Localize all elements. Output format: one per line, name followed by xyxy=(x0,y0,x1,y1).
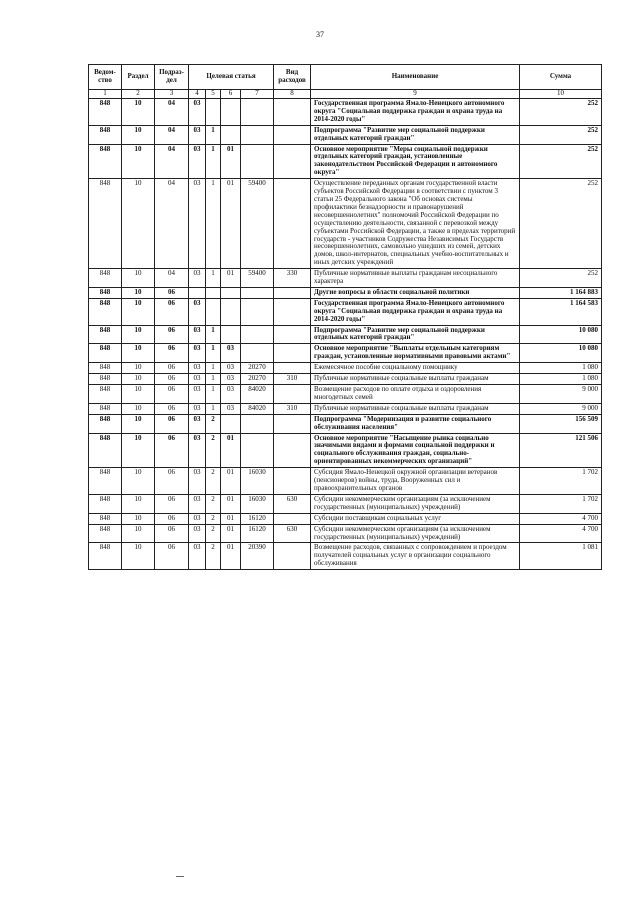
header-vedomstvo: Ведом-ство xyxy=(89,65,122,90)
podrazdel-cell: 06 xyxy=(155,325,189,344)
activity-code-cell: 03 xyxy=(221,385,241,404)
podrazdel-cell: 04 xyxy=(155,144,189,179)
subprogram-code-cell: 1 xyxy=(206,125,221,144)
podrazdel-cell: 04 xyxy=(155,269,189,288)
sum-cell: 1 702 xyxy=(520,468,602,495)
sum-cell: 1 080 xyxy=(520,374,602,385)
sum-cell: 4 700 xyxy=(520,513,602,524)
podrazdel-cell: 06 xyxy=(155,344,189,363)
direction-code-cell: 59400 xyxy=(241,179,274,269)
activity-code-cell xyxy=(221,99,241,126)
expense-type-cell xyxy=(274,287,311,298)
razdel-cell: 10 xyxy=(122,385,155,404)
name-cell: Другие вопросы в области социальной политики xyxy=(311,287,520,298)
vedomstvo-cell: 848 xyxy=(89,513,122,524)
budget-table xyxy=(88,64,602,570)
podrazdel-cell: 06 xyxy=(155,363,189,374)
razdel-cell: 10 xyxy=(122,298,155,325)
table-body xyxy=(89,99,602,570)
name-cell: Основное мероприятие "Меры социальной поддержки отдельных категорий граждан, установленные законодательством Российской Федерации и автономного округа" xyxy=(311,144,520,179)
direction-code-cell: 16120 xyxy=(241,513,274,524)
sum-cell: 252 xyxy=(520,125,602,144)
name-cell: Подпрограмма "Развитие мер социальной поддержки отдельных категорий граждан" xyxy=(311,125,520,144)
sum-cell: 1 080 xyxy=(520,363,602,374)
direction-code-cell xyxy=(241,99,274,126)
column-number: 3 xyxy=(155,90,189,99)
activity-code-cell: 01 xyxy=(221,269,241,288)
razdel-cell: 10 xyxy=(122,99,155,126)
program-code-cell: 03 xyxy=(189,269,206,288)
column-number: 9 xyxy=(311,90,520,99)
table-row xyxy=(89,99,602,126)
direction-code-cell: 16030 xyxy=(241,494,274,513)
name-cell: Субсидии поставщикам социальных услуг xyxy=(311,513,520,524)
program-code-cell: 03 xyxy=(189,403,206,414)
expense-type-cell xyxy=(274,414,311,433)
direction-code-cell xyxy=(241,144,274,179)
vedomstvo-cell: 848 xyxy=(89,363,122,374)
podrazdel-cell: 06 xyxy=(155,414,189,433)
table-row xyxy=(89,543,602,570)
program-code-cell xyxy=(189,287,206,298)
footer-mark xyxy=(176,876,184,877)
column-number: 1 xyxy=(89,90,122,99)
sum-cell: 1 702 xyxy=(520,494,602,513)
direction-code-cell: 16120 xyxy=(241,524,274,543)
activity-code-cell: 03 xyxy=(221,344,241,363)
direction-code-cell: 16030 xyxy=(241,468,274,495)
subprogram-code-cell xyxy=(206,287,221,298)
razdel-cell: 10 xyxy=(122,287,155,298)
table-row xyxy=(89,414,602,433)
subprogram-code-cell: 1 xyxy=(206,344,221,363)
subprogram-code-cell: 2 xyxy=(206,513,221,524)
podrazdel-cell: 06 xyxy=(155,524,189,543)
table-row xyxy=(89,494,602,513)
podrazdel-cell: 06 xyxy=(155,543,189,570)
table-row xyxy=(89,287,602,298)
table-row xyxy=(89,468,602,495)
podrazdel-cell: 06 xyxy=(155,513,189,524)
sum-cell: 9 000 xyxy=(520,403,602,414)
razdel-cell: 10 xyxy=(122,468,155,495)
table-row xyxy=(89,524,602,543)
subprogram-code-cell: 1 xyxy=(206,269,221,288)
vedomstvo-cell: 848 xyxy=(89,179,122,269)
activity-code-cell: 01 xyxy=(221,494,241,513)
subprogram-code-cell xyxy=(206,99,221,126)
activity-code-cell: 01 xyxy=(221,433,241,468)
program-code-cell: 03 xyxy=(189,99,206,126)
razdel-cell: 10 xyxy=(122,513,155,524)
activity-code-cell xyxy=(221,298,241,325)
sum-cell: 9 000 xyxy=(520,385,602,404)
razdel-cell: 10 xyxy=(122,144,155,179)
subprogram-code-cell xyxy=(206,298,221,325)
program-code-cell: 03 xyxy=(189,385,206,404)
expense-type-cell: 330 xyxy=(274,269,311,288)
name-cell: Государственная программа Ямало-Ненецкого автономного округа "Социальная поддержка граждан и охрана труда на 2014-2020 годы" xyxy=(311,298,520,325)
name-cell: Субсидии некоммерческим организациям (за исключением государственных (муниципальных) учреждений) xyxy=(311,524,520,543)
razdel-cell: 10 xyxy=(122,325,155,344)
subprogram-code-cell: 1 xyxy=(206,325,221,344)
table-row xyxy=(89,363,602,374)
table-row xyxy=(89,344,602,363)
column-number: 7 xyxy=(241,90,274,99)
vedomstvo-cell: 848 xyxy=(89,125,122,144)
razdel-cell: 10 xyxy=(122,363,155,374)
direction-code-cell: 84020 xyxy=(241,385,274,404)
table-row xyxy=(89,125,602,144)
program-code-cell: 03 xyxy=(189,179,206,269)
expense-type-cell xyxy=(274,99,311,126)
table-row xyxy=(89,144,602,179)
sum-cell: 121 506 xyxy=(520,433,602,468)
table-row xyxy=(89,513,602,524)
activity-code-cell: 03 xyxy=(221,374,241,385)
name-cell: Ежемесячное пособие социальному помощнику xyxy=(311,363,520,374)
expense-type-cell xyxy=(274,433,311,468)
program-code-cell: 03 xyxy=(189,298,206,325)
podrazdel-cell: 06 xyxy=(155,403,189,414)
column-number: 6 xyxy=(221,90,241,99)
subprogram-code-cell: 1 xyxy=(206,385,221,404)
sum-cell: 156 509 xyxy=(520,414,602,433)
header-name: Наименование xyxy=(311,65,520,90)
direction-code-cell xyxy=(241,325,274,344)
sum-cell: 252 xyxy=(520,269,602,288)
vedomstvo-cell: 848 xyxy=(89,99,122,126)
razdel-cell: 10 xyxy=(122,179,155,269)
vedomstvo-cell: 848 xyxy=(89,468,122,495)
razdel-cell: 10 xyxy=(122,524,155,543)
subprogram-code-cell: 2 xyxy=(206,433,221,468)
vedomstvo-cell: 848 xyxy=(89,433,122,468)
sum-cell: 252 xyxy=(520,179,602,269)
expense-type-cell: 310 xyxy=(274,403,311,414)
vedomstvo-cell: 848 xyxy=(89,524,122,543)
direction-code-cell xyxy=(241,287,274,298)
razdel-cell: 10 xyxy=(122,374,155,385)
activity-code-cell: 01 xyxy=(221,543,241,570)
name-cell: Государственная программа Ямало-Ненецкого автономного округа "Социальная поддержка граждан и охрана труда на 2014-2020 годы" xyxy=(311,99,520,126)
vedomstvo-cell: 848 xyxy=(89,543,122,570)
expense-type-cell: 310 xyxy=(274,374,311,385)
vedomstvo-cell: 848 xyxy=(89,403,122,414)
sum-cell: 252 xyxy=(520,99,602,126)
table-row xyxy=(89,269,602,288)
column-number: 10 xyxy=(520,90,602,99)
vedomstvo-cell: 848 xyxy=(89,344,122,363)
table-row xyxy=(89,325,602,344)
activity-code-cell: 01 xyxy=(221,179,241,269)
expense-type-cell xyxy=(274,144,311,179)
subprogram-code-cell: 1 xyxy=(206,363,221,374)
expense-type-cell xyxy=(274,363,311,374)
subprogram-code-cell: 2 xyxy=(206,543,221,570)
expense-type-cell xyxy=(274,385,311,404)
direction-code-cell: 20270 xyxy=(241,363,274,374)
subprogram-code-cell: 2 xyxy=(206,414,221,433)
activity-code-cell: 03 xyxy=(221,363,241,374)
program-code-cell: 03 xyxy=(189,325,206,344)
header-razdel: Раздел xyxy=(122,65,155,90)
name-cell: Публичные нормативные социальные выплаты гражданам xyxy=(311,374,520,385)
direction-code-cell xyxy=(241,125,274,144)
program-code-cell: 03 xyxy=(189,414,206,433)
header-target-article: Целевая статья xyxy=(189,65,274,90)
activity-code-cell: 01 xyxy=(221,513,241,524)
name-cell: Публичные нормативные социальные выплаты гражданам xyxy=(311,403,520,414)
sum-cell: 252 xyxy=(520,144,602,179)
activity-code-cell: 03 xyxy=(221,403,241,414)
page-number: 37 xyxy=(316,30,324,39)
expense-type-cell xyxy=(274,125,311,144)
name-cell: Подпрограмма "Модернизация и развитие социального обслуживания населения" xyxy=(311,414,520,433)
razdel-cell: 10 xyxy=(122,125,155,144)
activity-code-cell xyxy=(221,287,241,298)
program-code-cell: 03 xyxy=(189,468,206,495)
podrazdel-cell: 06 xyxy=(155,287,189,298)
razdel-cell: 10 xyxy=(122,543,155,570)
expense-type-cell xyxy=(274,179,311,269)
razdel-cell: 10 xyxy=(122,269,155,288)
direction-code-cell xyxy=(241,433,274,468)
column-number-row xyxy=(89,90,602,99)
direction-code-cell: 20270 xyxy=(241,374,274,385)
program-code-cell: 03 xyxy=(189,433,206,468)
expense-type-cell: 630 xyxy=(274,494,311,513)
sum-cell: 10 080 xyxy=(520,344,602,363)
program-code-cell: 03 xyxy=(189,125,206,144)
activity-code-cell xyxy=(221,125,241,144)
column-number: 4 xyxy=(189,90,206,99)
program-code-cell: 03 xyxy=(189,144,206,179)
vedomstvo-cell: 848 xyxy=(89,374,122,385)
sum-cell: 1 164 583 xyxy=(520,298,602,325)
razdel-cell: 10 xyxy=(122,403,155,414)
podrazdel-cell: 06 xyxy=(155,298,189,325)
program-code-cell: 03 xyxy=(189,344,206,363)
podrazdel-cell: 06 xyxy=(155,433,189,468)
table-row xyxy=(89,374,602,385)
table-row xyxy=(89,298,602,325)
direction-code-cell xyxy=(241,344,274,363)
razdel-cell: 10 xyxy=(122,494,155,513)
program-code-cell: 03 xyxy=(189,513,206,524)
activity-code-cell: 01 xyxy=(221,468,241,495)
activity-code-cell xyxy=(221,325,241,344)
table-row xyxy=(89,433,602,468)
table-row xyxy=(89,179,602,269)
program-code-cell: 03 xyxy=(189,374,206,385)
vedomstvo-cell: 848 xyxy=(89,325,122,344)
vedomstvo-cell: 848 xyxy=(89,269,122,288)
subprogram-code-cell: 1 xyxy=(206,403,221,414)
name-cell: Основное мероприятие "Выплаты отдельным категориям граждан, установленные нормативными правовыми актами" xyxy=(311,344,520,363)
column-number: 2 xyxy=(122,90,155,99)
vedomstvo-cell: 848 xyxy=(89,298,122,325)
podrazdel-cell: 06 xyxy=(155,494,189,513)
name-cell: Возмещение расходов по оплате отдыха и оздоровления многодетных семей xyxy=(311,385,520,404)
subprogram-code-cell: 1 xyxy=(206,144,221,179)
vedomstvo-cell: 848 xyxy=(89,385,122,404)
expense-type-cell: 630 xyxy=(274,524,311,543)
podrazdel-cell: 06 xyxy=(155,385,189,404)
direction-code-cell xyxy=(241,298,274,325)
header-podrazdel: Подраз-дел xyxy=(155,65,189,90)
subprogram-code-cell: 1 xyxy=(206,374,221,385)
expense-type-cell xyxy=(274,298,311,325)
table-row xyxy=(89,385,602,404)
direction-code-cell xyxy=(241,414,274,433)
razdel-cell: 10 xyxy=(122,414,155,433)
header-row xyxy=(89,65,602,90)
vedomstvo-cell: 848 xyxy=(89,144,122,179)
header-sum: Сумма xyxy=(520,65,602,90)
podrazdel-cell: 06 xyxy=(155,374,189,385)
direction-code-cell: 59400 xyxy=(241,269,274,288)
name-cell: Субсидия Ямало-Ненецкой окружной организации ветеранов (пенсионеров) войны, труда, Вооруженных сил и правоохранительных органов xyxy=(311,468,520,495)
podrazdel-cell: 04 xyxy=(155,179,189,269)
name-cell: Субсидии некоммерческим организациям (за исключением государственных (муниципальных) учреждений) xyxy=(311,494,520,513)
activity-code-cell xyxy=(221,414,241,433)
sum-cell: 4 700 xyxy=(520,524,602,543)
sum-cell: 1 164 883 xyxy=(520,287,602,298)
expense-type-cell xyxy=(274,513,311,524)
activity-code-cell: 01 xyxy=(221,524,241,543)
direction-code-cell: 20390 xyxy=(241,543,274,570)
sum-cell: 1 081 xyxy=(520,543,602,570)
vedomstvo-cell: 848 xyxy=(89,494,122,513)
expense-type-cell xyxy=(274,325,311,344)
sum-cell: 10 080 xyxy=(520,325,602,344)
program-code-cell: 03 xyxy=(189,494,206,513)
column-number: 8 xyxy=(274,90,311,99)
name-cell: Подпрограмма "Развитие мер социальной поддержки отдельных категорий граждан" xyxy=(311,325,520,344)
name-cell: Основное мероприятие "Насыщение рынка социально значимыми видами и формами социальной поддержки и социального обслуживания граждан, социально-ориентированных некоммерческих организаций" xyxy=(311,433,520,468)
vedomstvo-cell: 848 xyxy=(89,287,122,298)
program-code-cell: 03 xyxy=(189,543,206,570)
header-expense-type: Вид расходов xyxy=(274,65,311,90)
program-code-cell: 03 xyxy=(189,363,206,374)
direction-code-cell: 84020 xyxy=(241,403,274,414)
subprogram-code-cell: 2 xyxy=(206,494,221,513)
name-cell: Публичные нормативные выплаты гражданам несоциального характера xyxy=(311,269,520,288)
name-cell: Осуществление переданных органам государственной власти субъектов Российской Федерации в соответствии с пунктом 3 статьи 25 Федерального закона "Об основах системы профилактики безнадзорности и правонарушений несовершеннолетних" полномочий Российской Федерации по осуществлению деятельности, связанной с перевозкой между субъектами Российской Федерации, а также в пределах территорий государств - участников Содружества Независимых Государств несовершеннолетних, самовольно ушедших из семей, детских домов, школ-интернатов, специальных учебно-воспитательных и иных детских учреждений xyxy=(311,179,520,269)
expense-type-cell xyxy=(274,344,311,363)
subprogram-code-cell: 1 xyxy=(206,179,221,269)
razdel-cell: 10 xyxy=(122,344,155,363)
activity-code-cell: 01 xyxy=(221,144,241,179)
vedomstvo-cell: 848 xyxy=(89,414,122,433)
program-code-cell: 03 xyxy=(189,524,206,543)
subprogram-code-cell: 2 xyxy=(206,468,221,495)
razdel-cell: 10 xyxy=(122,433,155,468)
podrazdel-cell: 06 xyxy=(155,468,189,495)
expense-type-cell xyxy=(274,543,311,570)
podrazdel-cell: 04 xyxy=(155,125,189,144)
name-cell: Возмещение расходов, связанных с сопровождением и проездом получателей социальных услуг в организации социального обслуживания xyxy=(311,543,520,570)
podrazdel-cell: 04 xyxy=(155,99,189,126)
table-row xyxy=(89,403,602,414)
subprogram-code-cell: 2 xyxy=(206,524,221,543)
expense-type-cell xyxy=(274,468,311,495)
column-number: 5 xyxy=(206,90,221,99)
